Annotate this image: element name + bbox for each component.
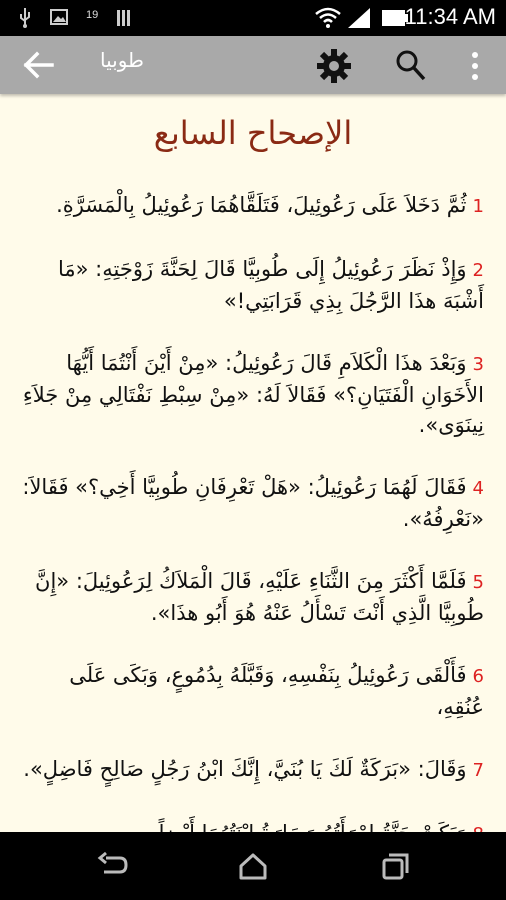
status-time: 11:34 AM bbox=[404, 4, 496, 29]
book-title: طوبيا bbox=[100, 48, 144, 72]
image-icon bbox=[50, 8, 68, 26]
verse-number: 3 bbox=[472, 354, 484, 375]
verse-number: 6 bbox=[472, 666, 484, 687]
system-nav-bar bbox=[0, 832, 506, 900]
signal-icon bbox=[116, 8, 132, 28]
home-nav-icon[interactable] bbox=[238, 852, 268, 880]
usb-icon bbox=[18, 8, 32, 28]
verse-text: فَلَمَّا أَكْثَرَ مِنَ الثَّنَاءِ عَلَيْهِ، قَالَ الْمَلاَكُ لِرَعُوئِيلَ: «إِنَّ طُوبِيَّا الَّذِي أَنْتَ تَسْأَلُ عَنْهُ هُوَ أَبُو هذَا». bbox=[35, 569, 484, 625]
back-nav-icon[interactable] bbox=[98, 852, 128, 880]
app-toolbar bbox=[0, 36, 506, 94]
verse[interactable] bbox=[22, 254, 484, 316]
verse-number: 1 bbox=[472, 196, 484, 217]
chapter-title: الإصحاح السابع bbox=[153, 114, 353, 152]
recents-nav-icon[interactable] bbox=[380, 852, 410, 880]
verse-list bbox=[22, 190, 484, 882]
verse-text: فَأَلْقَى رَعُوئِيلُ بِنَفْسِهِ، وَقَبَّلَهُ بِدُمُوعٍ، وَبَكَى عَلَى عُنُقِهِ، bbox=[69, 663, 484, 719]
verse-number: 2 bbox=[472, 260, 484, 281]
wifi-icon bbox=[314, 6, 342, 28]
verse[interactable] bbox=[22, 754, 484, 786]
verse-number: 7 bbox=[472, 760, 484, 781]
status-bar bbox=[0, 0, 506, 36]
verse[interactable] bbox=[22, 660, 484, 722]
cell-signal-icon bbox=[346, 8, 372, 28]
signal-strength-text: 19 bbox=[86, 9, 99, 21]
reading-pane[interactable] bbox=[0, 94, 506, 832]
verse-number: 4 bbox=[472, 478, 484, 499]
verse-text: فَقَالَ لَهُمَا رَعُوئِيلُ: «هَلْ تَعْرِفَانِ طُوبِيَّا أَخِي؟» فَقَالاَ: «نَعْرِفُهُ». bbox=[22, 475, 484, 531]
search-icon[interactable] bbox=[394, 48, 426, 82]
verse-text: ثُمَّ دَخَلاَ عَلَى رَعُوئِيلَ، فَتَلَقَّاهُمَا رَعُوئِيلُ بِالْمَسَرَّةِ. bbox=[56, 193, 467, 217]
overflow-menu-icon[interactable] bbox=[466, 50, 484, 82]
verse[interactable] bbox=[22, 566, 484, 628]
verse-number: 5 bbox=[472, 572, 484, 593]
verse[interactable] bbox=[22, 190, 484, 222]
verse-text: وَبَعْدَ هذَا الْكَلاَمِ قَالَ رَعُوئِيلُ: «مِنْ أَيْنَ أَنْتُمَا أَيُّهَا الأَخَوَانِ الْفَتَيَانِ؟» فَقَالاَ لَهُ: «مِنْ سِبْطِ نَفْتَالِي مِنْ جَلاَءِ نِينَوَى». bbox=[22, 351, 484, 437]
verse[interactable] bbox=[22, 472, 484, 534]
back-arrow-icon[interactable] bbox=[22, 49, 56, 81]
verse-text: وَإِذْ نَظَرَ رَعُوئِيلُ إِلَى طُوبِيَّا قَالَ لِحَنَّةَ زَوْجَتِهِ: «مَا أَشْبَهَ هذَا الرَّجُلَ بِذِي قَرَابَتِي!» bbox=[58, 257, 484, 313]
gear-icon[interactable] bbox=[316, 48, 352, 84]
verse[interactable] bbox=[22, 348, 484, 440]
verse-text: وَقَالَ: «بَرَكَةٌ لَكَ يَا بُنَيَّ، إِنَّكَ ابْنُ رَجُلٍ صَالِحٍ فَاضِلٍ». bbox=[23, 757, 467, 781]
